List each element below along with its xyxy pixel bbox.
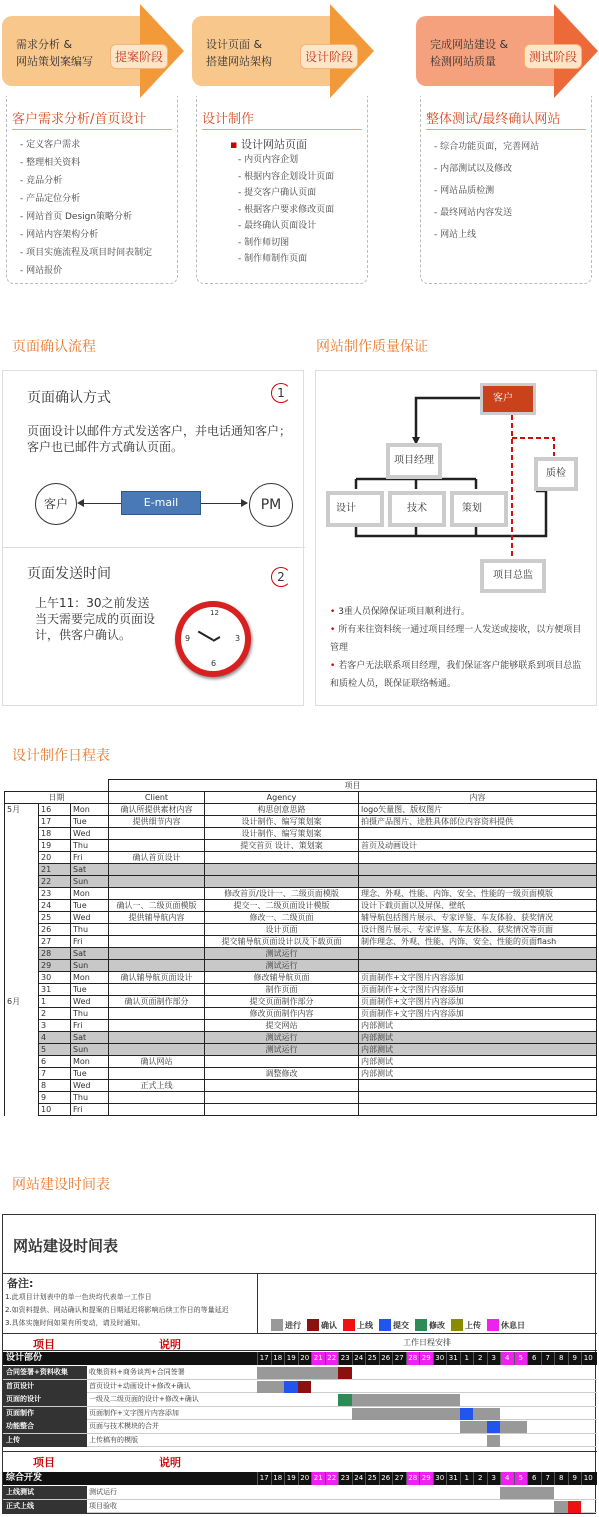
step-number: 2: [271, 567, 291, 587]
day-cell: 27: [392, 1472, 406, 1485]
phase-item: - 整理相关资料: [20, 154, 152, 172]
confirm-method-title: 页面确认方式: [27, 390, 111, 406]
timeline-panel: 网站建设时间表 备注: 1.此项目计划表中的单一色块均代表单一工作日 2.如资料提供、网站确认和提案的日期延迟将影响后续工作日的等量延迟 3.具体实施时间如果有所变动，请及时通知。 进行 确认 上线 提交 修改 上传 休息日 项目 说明 工作日程安排 17 18 19 20 21 22 23 24 25 26 27 28 29 30 31 1 2 3 4 5 6 7 8 9 10 设计部份 合同签署+资料收集 收集资料+商务谈判+合同签署 首页设计 首页设计+动画设计+修改+确认 页面的设计 一级及二级页面的设计+修改+确认 页面制作 页面制作+文字图片内容添加 功能整合 页面与技术模块的合并 上传 上传稿有的模版 项目 说明 17 18 19 20 21 22 23 24 25 26 27 28 29 30 31 1 2 3 4 5 6 7 8 9 10 综合开发 上线测试 测试运行 正式上线 项目验收: [2, 1214, 596, 1514]
table-row: 25 Wed 提供辅导航内容 修改一、二级页面 辅导航包括图片展示、专家评鉴、车友体验、获奖情况: [5, 912, 597, 924]
table-row: 26 Thu 设计页面 设计图片展示、专家评鉴、车友体验、获奖情况等页面: [5, 924, 597, 936]
date-header: 日期: [5, 792, 109, 804]
send-time-desc: 上午11：30之前发送当天需要完成的页面设计，供客户确认。: [35, 596, 156, 642]
day-cell: 25: [365, 1472, 379, 1485]
pm-node: PM: [249, 483, 293, 527]
legend: [271, 1319, 531, 1331]
day-cell: 28: [406, 1352, 420, 1365]
phase-list: [434, 136, 539, 246]
phase-title: 客户需求分析/首页设计: [12, 112, 147, 127]
day-cell: 10: [581, 1352, 595, 1365]
day-cell: 8: [554, 1472, 568, 1485]
day-cell: 10: [581, 1472, 595, 1485]
table-row: 7 Tue 调整修改 内部测试: [5, 1068, 597, 1080]
quality-heading: 网站制作质量保证: [316, 339, 428, 355]
phase-arrow: 设计页面 & 搭建网站架构 设计阶段: [192, 4, 374, 96]
day-cell: 22: [325, 1472, 339, 1485]
day-cell: 3: [487, 1472, 501, 1485]
phase-item: - 项目实施流程及项目时间表制定: [20, 244, 152, 262]
quality-bullets: [330, 603, 590, 693]
day-cell: 28: [406, 1472, 420, 1485]
day-cell: 31: [446, 1472, 460, 1485]
bullet-item: • 所有来往资料统一通过项目经理一人发送或接收，以方便项目管理: [330, 625, 582, 653]
org-tech: 技术: [388, 491, 446, 527]
phase-item: - 网站首页 Design策略分析: [20, 208, 152, 226]
table-row: 20 Fri 确认首页设计: [5, 852, 597, 864]
table-row: 6月 1 Wed 确认页面制作部分 提交页面制作部分 页面制作+文字图片内容添加: [5, 996, 597, 1008]
schedule-table: [4, 779, 597, 1116]
table-row: 5 Sun 测试运行 内部测试: [5, 1044, 597, 1056]
day-cell: 2: [473, 1472, 487, 1485]
legend-item: 修改: [415, 1321, 445, 1330]
quality-panel: [315, 370, 597, 706]
table-row: 4 Sat 测试运行 内部测试: [5, 1032, 597, 1044]
phase-arrow: 需求分析 & 网站策划案编写 提案阶段: [2, 4, 184, 96]
client-node: 客户: [35, 483, 77, 525]
notes: 1.此项目计划表中的单一色块均代表单一工作日 2.如资料提供、网站确认和提案的日期延迟将影响后续工作日的等量延迟 3.具体实施时间如果有所变动，请及时通知。: [5, 1293, 229, 1327]
legend-item: 上传: [451, 1321, 481, 1330]
phase-item: - 最终确认页面设计: [238, 218, 334, 235]
confirm-panel: [2, 370, 304, 706]
arrow-right-icon: [241, 499, 248, 507]
confirm-method-desc: 页面设计以邮件方式发送客户，并电话通知客户；客户也已邮件方式确认页面。: [27, 424, 292, 454]
day-cell: 9: [568, 1472, 582, 1485]
day-cell: 26: [379, 1472, 393, 1485]
timeline-title: 网站建设时间表: [13, 1237, 119, 1255]
phase-card: [192, 4, 374, 286]
day-cell: 9: [568, 1352, 582, 1365]
day-cell: 24: [352, 1352, 366, 1365]
day-cell: 19: [284, 1472, 298, 1485]
phase-badge: 设计阶段: [300, 44, 358, 69]
clock-icon: 12 3 6 9: [175, 601, 251, 677]
arrow-left-icon: [77, 499, 84, 507]
project-header: 项目: [109, 780, 597, 792]
phase-item: - 最终网站内容发送: [434, 202, 539, 224]
org-director: 项目总监: [480, 559, 546, 593]
phase-badge: 提案阶段: [110, 44, 168, 69]
day-cell: 3: [487, 1352, 501, 1365]
day-cell: 7: [541, 1472, 555, 1485]
table-row: 22 Sun: [5, 876, 597, 888]
bullet-item: • 若客户无法联系项目经理，我们保证客户能够联系到项目总监和质检人员，既保证联络畅通。: [330, 661, 582, 689]
phase-card: [2, 4, 184, 286]
day-cell: 24: [352, 1472, 366, 1485]
day-cell: 17: [257, 1472, 271, 1485]
day-cell: 2: [473, 1352, 487, 1365]
phase-item: - 内页内容企划: [238, 152, 334, 169]
phase-item: - 提交客户确认页面: [238, 185, 334, 202]
table-row: 10 Fri: [5, 1104, 597, 1116]
day-cell: 30: [433, 1472, 447, 1485]
table-row: 19 Thu 提交首页 设计、策划案 首页及动画设计: [5, 840, 597, 852]
day-cell: 21: [311, 1352, 325, 1365]
day-cell: 18: [271, 1472, 285, 1485]
org-design: 设计: [326, 491, 384, 527]
table-row: 5月 16 Mon 确认所提供素材内容 构思创意思路 logo矢量图、版权图片: [5, 804, 597, 816]
col-item: 项目: [33, 1338, 55, 1351]
table-row: 30 Mon 确认辅导航页面设计 修改辅导航页面 页面制作+文字图片内容添加: [5, 972, 597, 984]
day-cell: 1: [460, 1472, 474, 1485]
phase-arrow: 完成网站建设 & 检测网站质量 测试阶段: [416, 4, 598, 96]
day-cell: 4: [500, 1352, 514, 1365]
phase-item: - 定义客户需求: [20, 136, 152, 154]
phase-badge: 测试阶段: [524, 44, 582, 69]
day-cell: 1: [460, 1352, 474, 1365]
day-cell: 22: [325, 1352, 339, 1365]
table-row: 29 Sun 测试运行: [5, 960, 597, 972]
table-row: 9 Thu: [5, 1092, 597, 1104]
day-cell: 26: [379, 1352, 393, 1365]
phase-item: - 网站品质检测: [434, 180, 539, 202]
phase-item: - 根据内容企划设计页面: [238, 169, 334, 186]
table-row: 8 Wed 正式上线: [5, 1080, 597, 1092]
table-row: 24 Tue 确认一、二级页面模版 提交一、二级页面设计模版 设计下载页面以及屏保、壁纸: [5, 900, 597, 912]
phase-item: - 网站报价: [20, 262, 152, 280]
phase-item: - 网站内容架构分析: [20, 226, 152, 244]
phase-bullet: ▪ 设计网站页面: [230, 138, 307, 151]
agency-header: Agency: [205, 792, 359, 804]
timeline-heading: 网站建设时间表: [12, 1177, 110, 1193]
legend-item: 上线: [343, 1321, 373, 1330]
schedule-heading: 设计制作日程表: [12, 748, 110, 764]
day-cell: 21: [311, 1472, 325, 1485]
client-header: Client: [109, 792, 205, 804]
work-header: 工作日程安排: [403, 1338, 451, 1347]
send-time-title: 页面发送时间: [27, 566, 111, 582]
table-row: 23 Mon 修改首页/设计一、二级页面模版 理念、外观、性能、内饰、安全、性能的一级页面模版: [5, 888, 597, 900]
step-number: 1: [271, 383, 291, 403]
day-cell: 6: [527, 1472, 541, 1485]
day-cell: 20: [298, 1472, 312, 1485]
phase-item: - 综合功能页面，完善网站: [434, 136, 539, 158]
col-desc: 说明: [159, 1338, 181, 1351]
phase-item: - 根据客户要求修改页面: [238, 202, 334, 219]
day-cell: 7: [541, 1352, 555, 1365]
org-pm: 项目经理: [386, 443, 442, 479]
table-row: 6 Mon 确认网站 内部测试: [5, 1056, 597, 1068]
legend-item: 提交: [379, 1321, 409, 1330]
phase-list: [238, 152, 334, 268]
day-cell: 18: [271, 1352, 285, 1365]
table-row: 27 Fri 提交辅导航页面设计以及下载页面 制作理念、外观、性能、内饰、安全、性能的页面flash: [5, 936, 597, 948]
table-row: 31 Tue 制作页面 页面制作+文字图片内容添加: [5, 984, 597, 996]
divider: [3, 547, 305, 548]
table-row: 17 Tue 提供细节内容 设计制作、编写策划案 拍摄产品图片、途胜具体部位内容资料提供: [5, 816, 597, 828]
day-cell: 4: [500, 1472, 514, 1485]
day-cell: 31: [446, 1352, 460, 1365]
day-cell: 29: [419, 1472, 433, 1485]
day-cell: 17: [257, 1352, 271, 1365]
day-cell: 27: [392, 1352, 406, 1365]
org-qc: 质检: [534, 457, 578, 491]
confirm-heading: 页面确认流程: [12, 339, 96, 355]
table-row: 2 Thu 修改页面制作内容 页面制作+文字图片内容添加: [5, 1008, 597, 1020]
day-cell: 25: [365, 1352, 379, 1365]
legend-item: 休息日: [487, 1321, 525, 1330]
note-title: 备注:: [7, 1277, 34, 1290]
phase-item: - 内部测试以及修改: [434, 158, 539, 180]
phase-item: - 产品定位分析: [20, 190, 152, 208]
day-cell: 20: [298, 1352, 312, 1365]
phase-card: [416, 4, 598, 286]
day-cell: 19: [284, 1352, 298, 1365]
legend-item: 确认: [307, 1321, 337, 1330]
content-header: 内容: [359, 792, 597, 804]
phase-item: - 制作师切图: [238, 235, 334, 252]
phase-item: - 竞品分析: [20, 172, 152, 190]
email-box: E-mail: [121, 491, 201, 515]
day-cell: 30: [433, 1352, 447, 1365]
bullet-item: • 3重人员保障保证项目顺利进行。: [330, 607, 470, 617]
table-row: 28 Sat 测试运行: [5, 948, 597, 960]
day-cell: 5: [514, 1472, 528, 1485]
section-dev: 综合开发: [6, 1473, 43, 1483]
legend-item: 进行: [271, 1321, 301, 1330]
phase-title: 整体测试/最终确认网站: [426, 112, 561, 127]
phase-item: - 制作师制作页面: [238, 251, 334, 268]
day-cell: 8: [554, 1352, 568, 1365]
day-cell: 6: [527, 1352, 541, 1365]
phase-list: [20, 136, 152, 280]
day-cell: 5: [514, 1352, 528, 1365]
table-row: 21 Sat: [5, 864, 597, 876]
day-cell: 29: [419, 1352, 433, 1365]
org-client: 客户: [480, 383, 536, 415]
day-cell: 23: [338, 1352, 352, 1365]
table-row: 18 Wed 设计制作、编写策划案: [5, 828, 597, 840]
day-cell: 23: [338, 1472, 352, 1485]
phase-item: - 网站上线: [434, 224, 539, 246]
org-plan: 策划: [450, 491, 508, 527]
phase-title: 设计制作: [202, 112, 255, 127]
table-row: 3 Fri 提交网站 内部测试: [5, 1020, 597, 1032]
section-design: 设计部份: [6, 1353, 43, 1363]
